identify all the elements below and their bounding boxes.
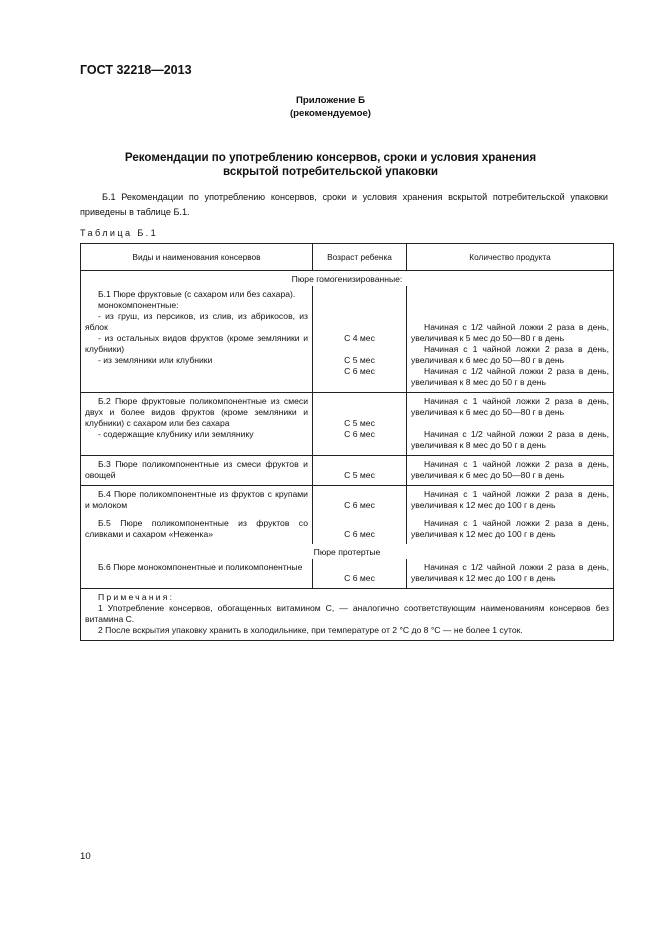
age-text: С 4 мес — [344, 333, 375, 343]
document-code: ГОСТ 32218—2013 — [80, 63, 192, 77]
quantity-cell — [407, 515, 614, 544]
quantity-text: Начиная с 1/2 чайной ложки 2 раза в день, увеличивая к 5 мес до 50—80 г в день — [411, 322, 609, 343]
table-row — [81, 456, 614, 486]
quantity-text: Начиная с 1 чайной ложки 2 раза в день, увеличивая к 6 мес до 50—80 г в день — [411, 344, 609, 365]
notes-row — [81, 589, 614, 641]
appendix-title — [0, 151, 661, 179]
age-text: С 6 мес — [344, 366, 375, 376]
intro-paragraph: Б.1 Рекомендации по употреблению консервов, сроки и условия хранения вскрытой потребительской упаковки приведены в таблице Б.1. — [80, 192, 608, 217]
age-text: С 6 мес — [344, 529, 375, 539]
title-line-2: вскрытой потребительской упаковки — [223, 165, 438, 178]
age-cell — [313, 286, 407, 393]
appendix-label: Приложение Б — [296, 95, 365, 106]
quantity-cell — [407, 486, 614, 516]
quantity-text: Начиная с 1 чайной ложки 2 раза в день, увеличивая к 12 мес до 100 г в день — [411, 518, 609, 539]
product-text: Б.2 Пюре фруктовые поликомпонентные из смеси двух и более видов фруктов (кроме земляники и клубники) с сахаром или без сахара — [85, 396, 308, 428]
quantity-cell — [407, 393, 614, 456]
title-line-1: Рекомендации по употреблению консервов, сроки и условия хранения — [124, 151, 537, 164]
product-text: Б.4 Пюре поликомпонентные из фруктов с крупами и молоком — [85, 489, 308, 510]
product-text: Б.1 Пюре фруктовые (с сахаром или без сахара). — [98, 289, 296, 299]
product-cell — [81, 515, 313, 544]
product-cell — [81, 393, 313, 456]
product-text: - из остальных видов фруктов (кроме земляники и клубники) — [85, 333, 308, 354]
table-row — [81, 286, 614, 393]
product-text: - из земляники или клубники — [98, 355, 213, 365]
notes-cell — [81, 589, 614, 641]
quantity-text: Начиная с 1 чайной ложки 2 раза в день, увеличивая к 6 мес до 50—80 г в день — [411, 459, 609, 480]
age-cell — [313, 515, 407, 544]
quantity-text: Начиная с 1/2 чайной ложки 2 раза в день, увеличивая к 12 мес до 100 г в день — [411, 562, 609, 583]
product-text: Б.6 Пюре монокомпонентные и поликомпонентные — [98, 562, 303, 572]
appendix-note: (рекомендуемое) — [289, 108, 371, 119]
note-1: 1 Употребление консервов, обогащенных витамином С, — аналогично соответствующим наименованиям консервов без витамина С. — [85, 603, 609, 624]
age-cell — [313, 456, 407, 486]
quantity-text: Начиная с 1 чайной ложки 2 раза в день, увеличивая к 6 мес до 50—80 г в день — [411, 396, 609, 417]
product-text: - содержащие клубнику или землянику — [98, 429, 254, 439]
col-header-age: Возраст ребенка — [313, 244, 407, 271]
col-header-type: Виды и наименования консервов — [81, 244, 313, 271]
page-number: 10 — [80, 851, 91, 862]
section-row-pureed — [81, 544, 614, 559]
product-text: Б.5 Пюре поликомпонентные из фруктов со сливками и сахаром «Неженка» — [85, 518, 308, 539]
quantity-cell — [407, 456, 614, 486]
product-text: монокомпонентные: — [98, 300, 179, 310]
quantity-cell — [407, 286, 614, 393]
quantity-cell — [407, 559, 614, 589]
table-row — [81, 486, 614, 516]
product-cell — [81, 286, 313, 393]
age-text: С 5 мес — [344, 355, 375, 365]
section-label: Пюре гомогенизированные: — [81, 271, 614, 287]
table-row — [81, 559, 614, 589]
product-text: Б.3 Пюре поликомпонентные из смеси фруктов и овощей — [85, 459, 308, 480]
quantity-text: Начиная с 1/2 чайной ложки 2 раза в день, увеличивая к 8 мес до 50 г в день — [411, 429, 609, 450]
age-text: С 6 мес — [344, 500, 375, 510]
recommendation-table — [80, 243, 614, 641]
table-header-row — [81, 244, 614, 271]
table-caption: Таблица Б.1 — [80, 228, 159, 238]
age-text: С 6 мес — [344, 573, 375, 583]
age-cell — [313, 559, 407, 589]
table-row — [81, 515, 614, 544]
section-row-homogenized — [81, 271, 614, 287]
table-row — [81, 393, 614, 456]
section-label: Пюре протертые — [81, 544, 614, 559]
note-2: 2 После вскрытия упаковку хранить в холодильнике, при температуре от 2 °С до 8 °С — не более 1 суток. — [98, 625, 523, 635]
col-header-quantity: Количество продукта — [407, 244, 614, 271]
appendix-heading — [0, 94, 661, 120]
product-text: - из груш, из персиков, из слив, из абрикосов, из яблок — [85, 311, 308, 332]
age-text: С 6 мес — [344, 429, 375, 439]
age-cell — [313, 393, 407, 456]
age-cell — [313, 486, 407, 516]
quantity-text: Начиная с 1 чайной ложки 2 раза в день, увеличивая к 12 мес до 100 г в день — [411, 489, 609, 510]
product-cell — [81, 559, 313, 589]
quantity-text: Начиная с 1/2 чайной ложки 2 раза в день, увеличивая к 8 мес до 50 г в день — [411, 366, 609, 387]
product-cell — [81, 486, 313, 516]
product-cell — [81, 456, 313, 486]
age-text: С 5 мес — [344, 418, 375, 428]
age-text: С 5 мес — [344, 470, 375, 480]
notes-heading: Примечания: — [98, 592, 175, 602]
